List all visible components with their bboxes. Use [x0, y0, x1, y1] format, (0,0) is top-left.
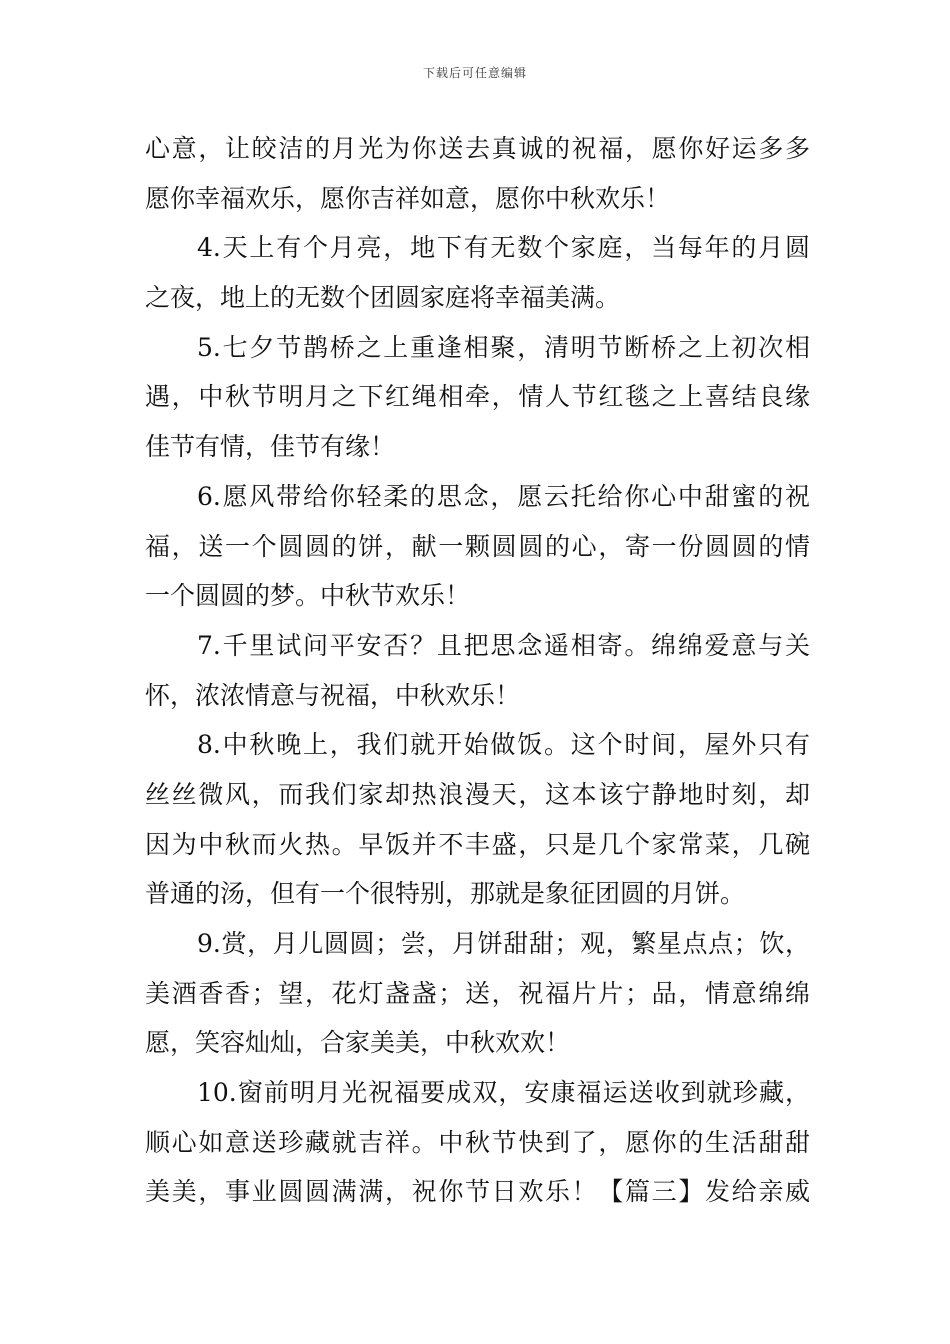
document-body [145, 124, 810, 1217]
paragraph-first-line: 9.赏，月儿圆圆；尝，月饼甜甜；观，繁星点点；饮， [197, 929, 810, 958]
text-line: 愿你幸福欢乐，愿你吉祥如意，愿你中秋欢乐！ [145, 183, 671, 213]
text-line: 顺心如意送珍藏就吉祥。中秋节快到了，愿你的生活甜甜 [145, 1127, 810, 1157]
text-line: 怀，浓浓情意与祝福，中秋欢乐！ [145, 680, 521, 710]
text-line: 普通的汤，但有一个很特别，那就是象征团圆的月饼。 [145, 879, 746, 909]
text-line: 福，送一个圆圆的饼，献一颗圆圆的心，寄一份圆圆的情 [145, 531, 810, 561]
paragraph-first-line: 10.窗前明月光祝福要成双，安康福运送收到就珍藏， [197, 1078, 810, 1108]
paragraph-first-line: 7.千里试问平安否？且把思念遥相寄。绵绵爱意与关 [197, 630, 810, 660]
paragraph-first-line: 4.天上有个月亮，地下有无数个家庭，当每年的月圆 [197, 233, 810, 263]
text-line: 佳节有情，佳节有缘！ [145, 432, 396, 462]
text-line: 一个圆圆的梦。中秋节欢乐！ [145, 581, 471, 611]
text-line: 之夜，地上的无数个团圆家庭将幸福美满。 [145, 283, 621, 313]
text-line: 美酒香香；望，花灯盏盏；送，祝福片片；品，情意绵绵 [145, 978, 810, 1008]
paragraph-first-line: 8.中秋晚上，我们就开始做饭。这个时间，屋外只有 [197, 730, 810, 760]
page-header-note: 下载后可任意编辑 [422, 66, 527, 80]
text-line: 心意，让皎洁的月光为你送去真诚的祝福，愿你好运多多 [145, 134, 810, 163]
text-line: 美美，事业圆圆满满，祝你节日欢乐！【篇三】发给亲威 [145, 1177, 810, 1207]
text-line: 因为中秋而火热。早饭并不丰盛，只是几个家常菜，几碗 [145, 829, 810, 859]
text-line: 丝丝微风，而我们家却热浪漫天，这本该宁静地时刻，却 [145, 779, 810, 809]
paragraph-first-line: 5.七夕节鹊桥之上重逢相聚，清明节断桥之上初次相 [197, 332, 810, 362]
paragraph-first-line: 6.愿风带给你轻柔的思念，愿云托给你心中甜蜜的祝 [197, 481, 810, 511]
text-line: 遇，中秋节明月之下红绳相牵，情人节红毯之上喜结良缘 [145, 382, 810, 412]
text-line: 愿，笑容灿灿，合家美美，中秋欢欢！ [145, 1028, 571, 1058]
